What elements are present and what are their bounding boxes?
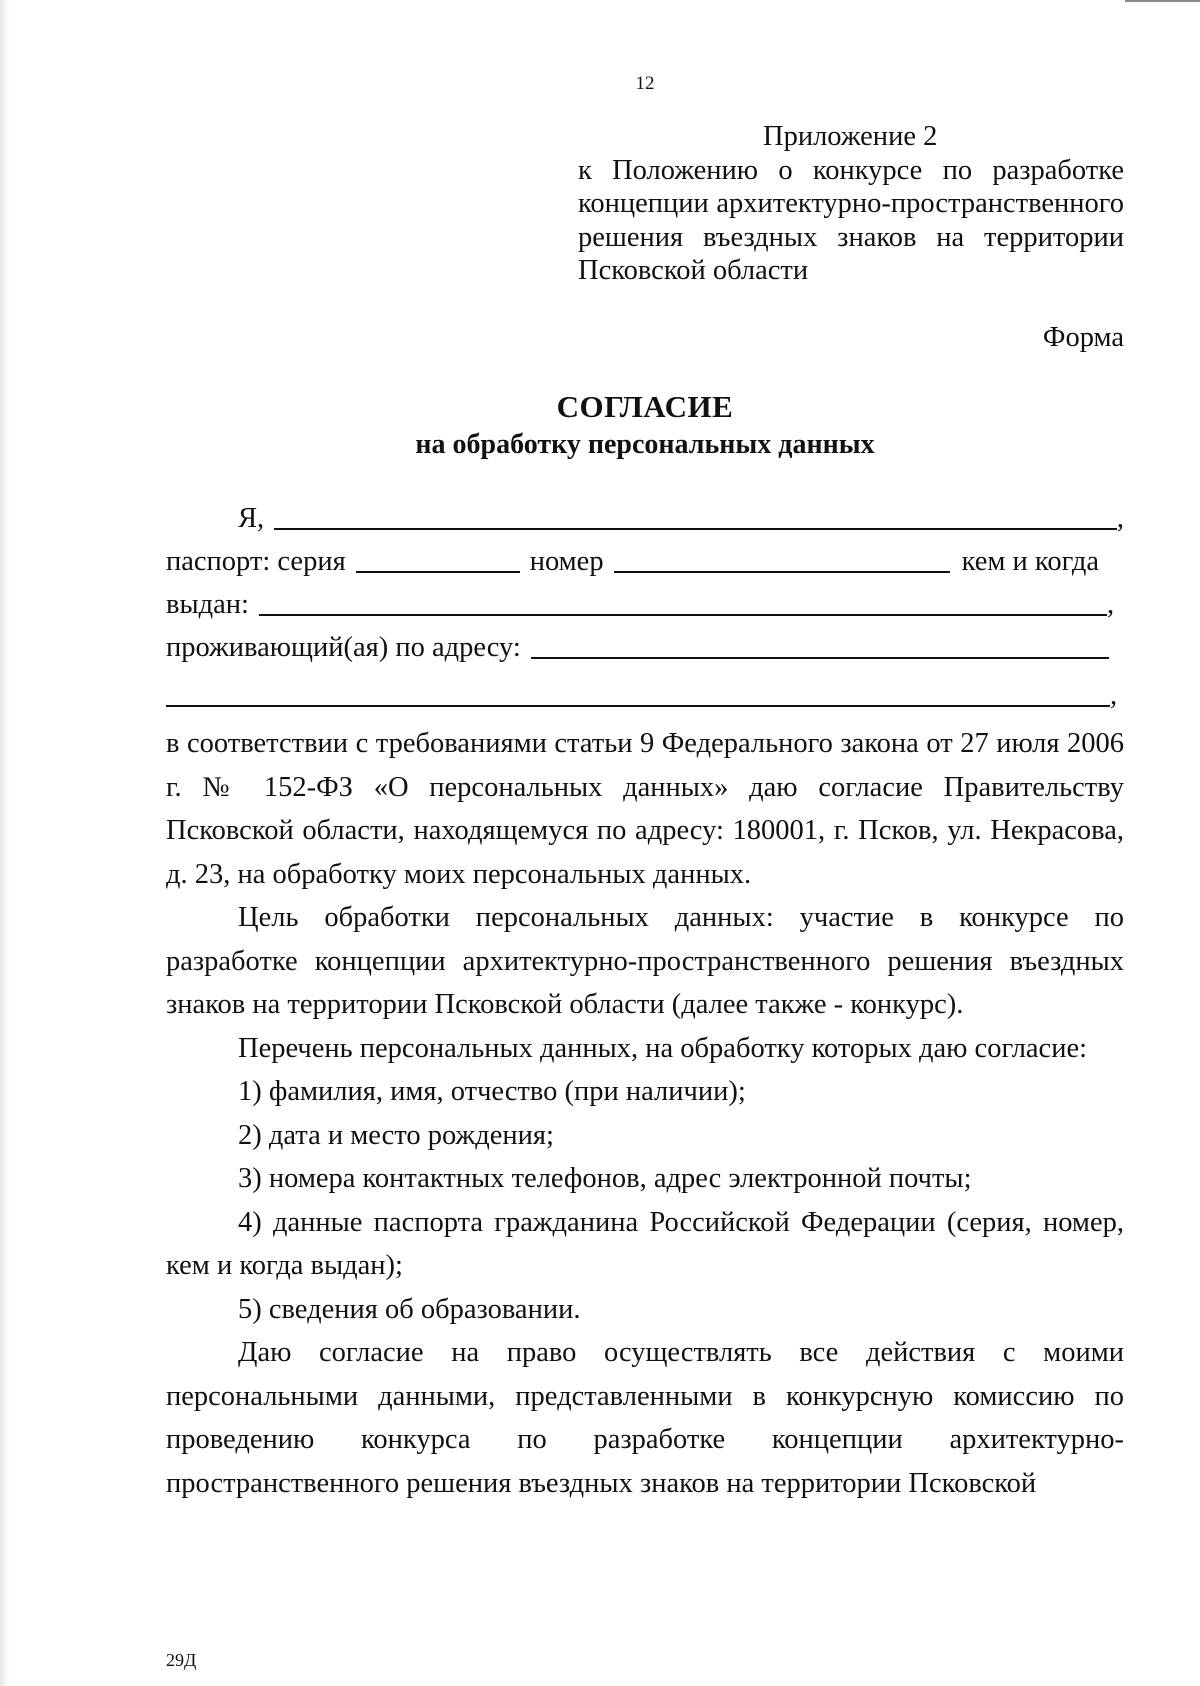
passport-series-label: паспорт: серия — [166, 546, 346, 577]
list-item: 1) фамилия, имя, отчество (при наличии); — [238, 1076, 746, 1107]
name-end-comma: , — [1116, 503, 1124, 534]
appendix-line: к Положению о конкурсе по разработке — [578, 154, 1124, 186]
list-item: 3) номера контактных телефонов, адрес электронной почты; — [238, 1163, 972, 1194]
page-number: 12 — [635, 73, 655, 94]
name-label: Я, — [238, 503, 265, 534]
appendix-line: Псковской области — [578, 255, 809, 286]
issued-row — [166, 582, 1124, 622]
document-page — [166, 0, 1124, 1686]
address-continuation-row — [166, 673, 1124, 713]
passport-series-field[interactable] — [356, 543, 520, 573]
scan-edge-mark — [1125, 0, 1200, 2]
full-name-field[interactable] — [274, 500, 1117, 530]
address-continuation-field[interactable] — [166, 677, 1110, 707]
document-heading — [166, 389, 1124, 463]
rights-paragraph: Даю согласие на право осуществлять все действия с моими персональными данными, представленными в конкурсную комиссию по проведению конкурса по разработке концепции архитектурно-пространственного решения въездных знаков на территории Псковской — [166, 1337, 1124, 1499]
address-end-comma: , — [1110, 680, 1118, 711]
appendix-title: Приложение 2 — [763, 121, 938, 152]
list-item: 2) дата и место рождения; — [238, 1119, 554, 1151]
appendix-header — [578, 120, 1124, 288]
list-item: 4) данные паспорта гражданина Российской Федерации (серия, номер, кем и когда выдан); — [166, 1206, 1124, 1281]
issued-label: выдан: — [166, 589, 249, 620]
consent-paragraph: в соответствии с требованиями статьи 9 Федерального закона от 27 июля 2006 г. № 152-ФЗ «О персональных данных» даю согласие Правительству Псковской области, находящемуся по адресу: 180001, г. Псков, ул. Некрасова, д. 23, на обработку моих персональных данных. — [166, 728, 1124, 890]
data-list-intro: Перечень персональных данных, на обработку которых даю согласие: — [238, 1032, 1088, 1064]
address-field[interactable] — [531, 629, 1109, 659]
issued-by-field[interactable] — [259, 586, 1107, 616]
footer-code: 29Д — [166, 1650, 197, 1670]
list-item: 5) сведения об образовании. — [238, 1293, 581, 1325]
heading-subtitle: на обработку персональных данных — [415, 429, 875, 460]
passport-row — [166, 539, 1124, 579]
issued-end-comma: , — [1106, 589, 1115, 620]
form-label: Форма — [1042, 322, 1124, 353]
document-body — [166, 722, 1124, 1505]
address-row — [166, 625, 1124, 665]
name-row — [166, 496, 1124, 536]
passport-number-field[interactable] — [614, 543, 950, 573]
appendix-line: решения въездных знаков на территории — [578, 221, 1124, 253]
passport-issued-label: кем и когда — [961, 546, 1099, 577]
purpose-paragraph: Цель обработки персональных данных: участие в конкурсе по разработке концепции архитектурно-пространственного решения въездных знаков на территории Псковской области (далее также - конкурс). — [166, 902, 1124, 1020]
passport-number-label: номер — [529, 546, 604, 577]
heading-title: СОГЛАСИЕ — [556, 389, 734, 424]
appendix-line: концепции архитектурно-пространственного — [578, 188, 1124, 219]
address-label: проживающий(ая) по адресу: — [166, 632, 521, 663]
scan-edge-shadow — [0, 0, 10, 1686]
